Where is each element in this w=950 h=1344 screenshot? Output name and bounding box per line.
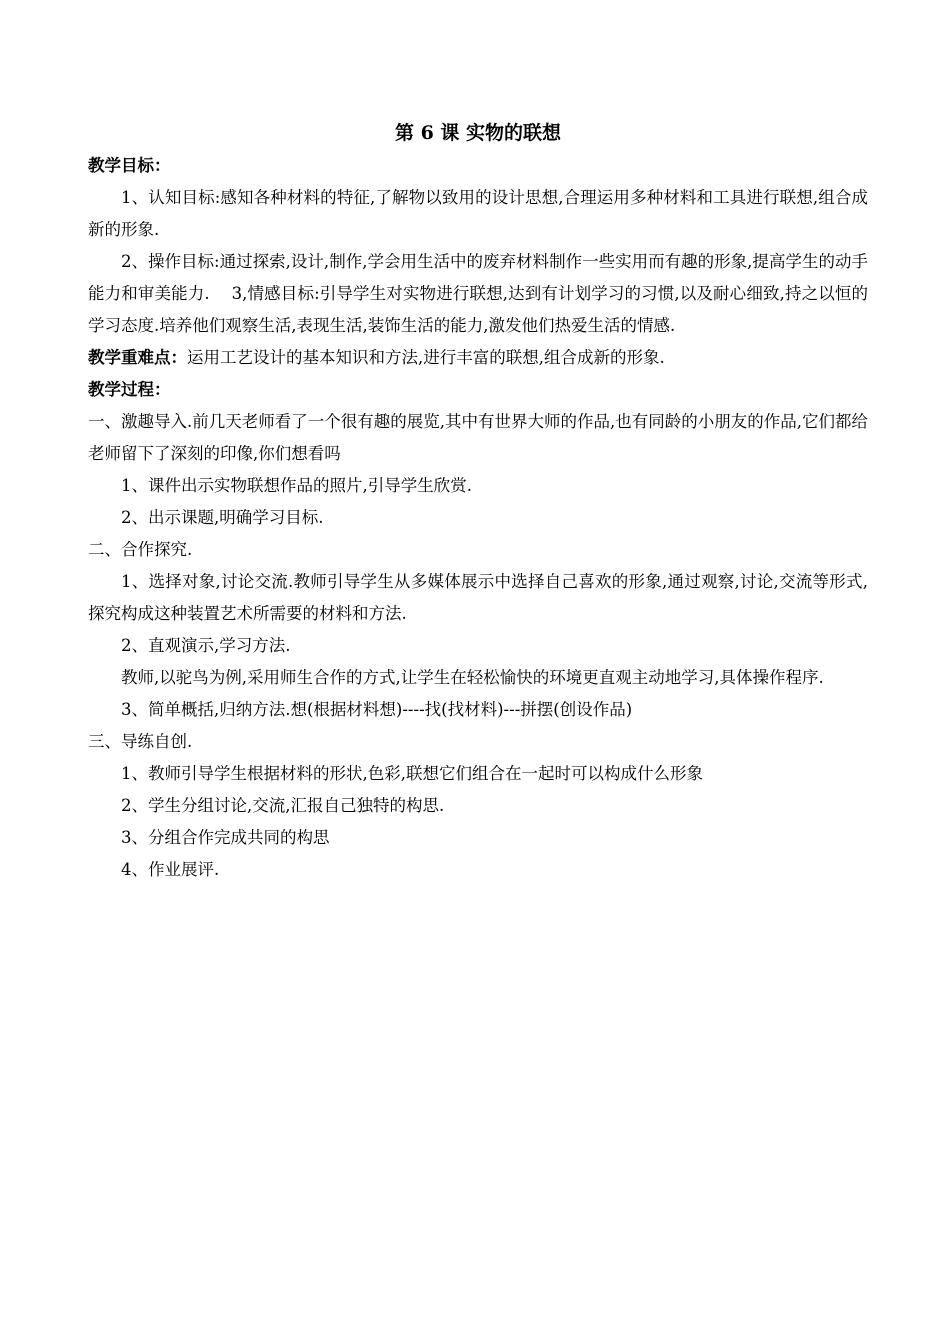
objectives-heading: 教学目标： bbox=[88, 156, 171, 175]
section3-step3: 3、分组合作完成共同的构思 bbox=[121, 828, 330, 847]
page-title: 第 6 课 实物的联想 bbox=[394, 122, 562, 144]
key-points bbox=[88, 342, 868, 374]
key-points-heading: 教学重难点： bbox=[88, 348, 187, 367]
process-heading: 教学过程： bbox=[88, 380, 171, 399]
section1-heading: 一、激趣导入.前几天老师看了一个很有趣的展览,其中有世界大师的作品,也有同龄的小朋友的作品,它们都给老师留下了深刻的印像,你们想看吗 bbox=[88, 412, 868, 463]
section1-step2: 2、出示课题,明确学习目标. bbox=[121, 508, 324, 527]
section3-heading: 三、导练自创. bbox=[88, 732, 193, 751]
objective-operation bbox=[88, 246, 868, 342]
section2-heading: 二、合作探究. bbox=[88, 540, 193, 559]
section3-step2: 2、学生分组讨论,交流,汇报自己独特的构思. bbox=[121, 796, 445, 815]
document-page bbox=[88, 118, 868, 886]
section2-step2: 2、直观演示,学习方法. bbox=[121, 636, 291, 655]
section2-step1: 1、选择对象,讨论交流.教师引导学生从多媒体展示中选择自己喜欢的形象,通过观察,讨论,交流等形式,探究构成这种装置艺术所需要的材料和方法. bbox=[88, 572, 868, 623]
section1-step1: 1、课件出示实物联想作品的照片,引导学生欣赏. bbox=[121, 476, 472, 495]
section3-step1: 1、教师引导学生根据材料的形状,色彩,联想它们组合在一起时可以构成什么形象 bbox=[121, 764, 703, 783]
section3-step4: 4、作业展评. bbox=[121, 860, 220, 879]
objective-operation-text: 2、操作目标:通过探索,设计,制作,学会用生活中的废弃材料制作一些实用而有趣的形象,提高学生的动手能力和审美能力. bbox=[88, 252, 868, 303]
section2-step3: 3、简单概括,归纳方法.想(根据材料想)----找(找材料)---拼摆(创设作品) bbox=[121, 700, 633, 719]
objective-cognitive: 1、认知目标:感知各种材料的特征,了解物以致用的设计思想,合理运用多种材料和工具进行联想,组合成新的形象. bbox=[88, 188, 868, 239]
key-points-text: 运用工艺设计的基本知识和方法,进行丰富的联想,组合成新的形象. bbox=[187, 348, 665, 367]
section2-step2-detail: 教师,以驼鸟为例,采用师生合作的方式,让学生在轻松愉快的环境更直观主动地学习,具体操作程序. bbox=[121, 668, 824, 687]
objective-emotion-text: 3,情感目标:引导学生对实物进行联想,达到有计划学习的习惯,以及耐心细致,持之以恒的学习态度.培养他们观察生活,表现生活,装饰生活的能力,激发他们热爱生活的情感. bbox=[88, 284, 868, 335]
